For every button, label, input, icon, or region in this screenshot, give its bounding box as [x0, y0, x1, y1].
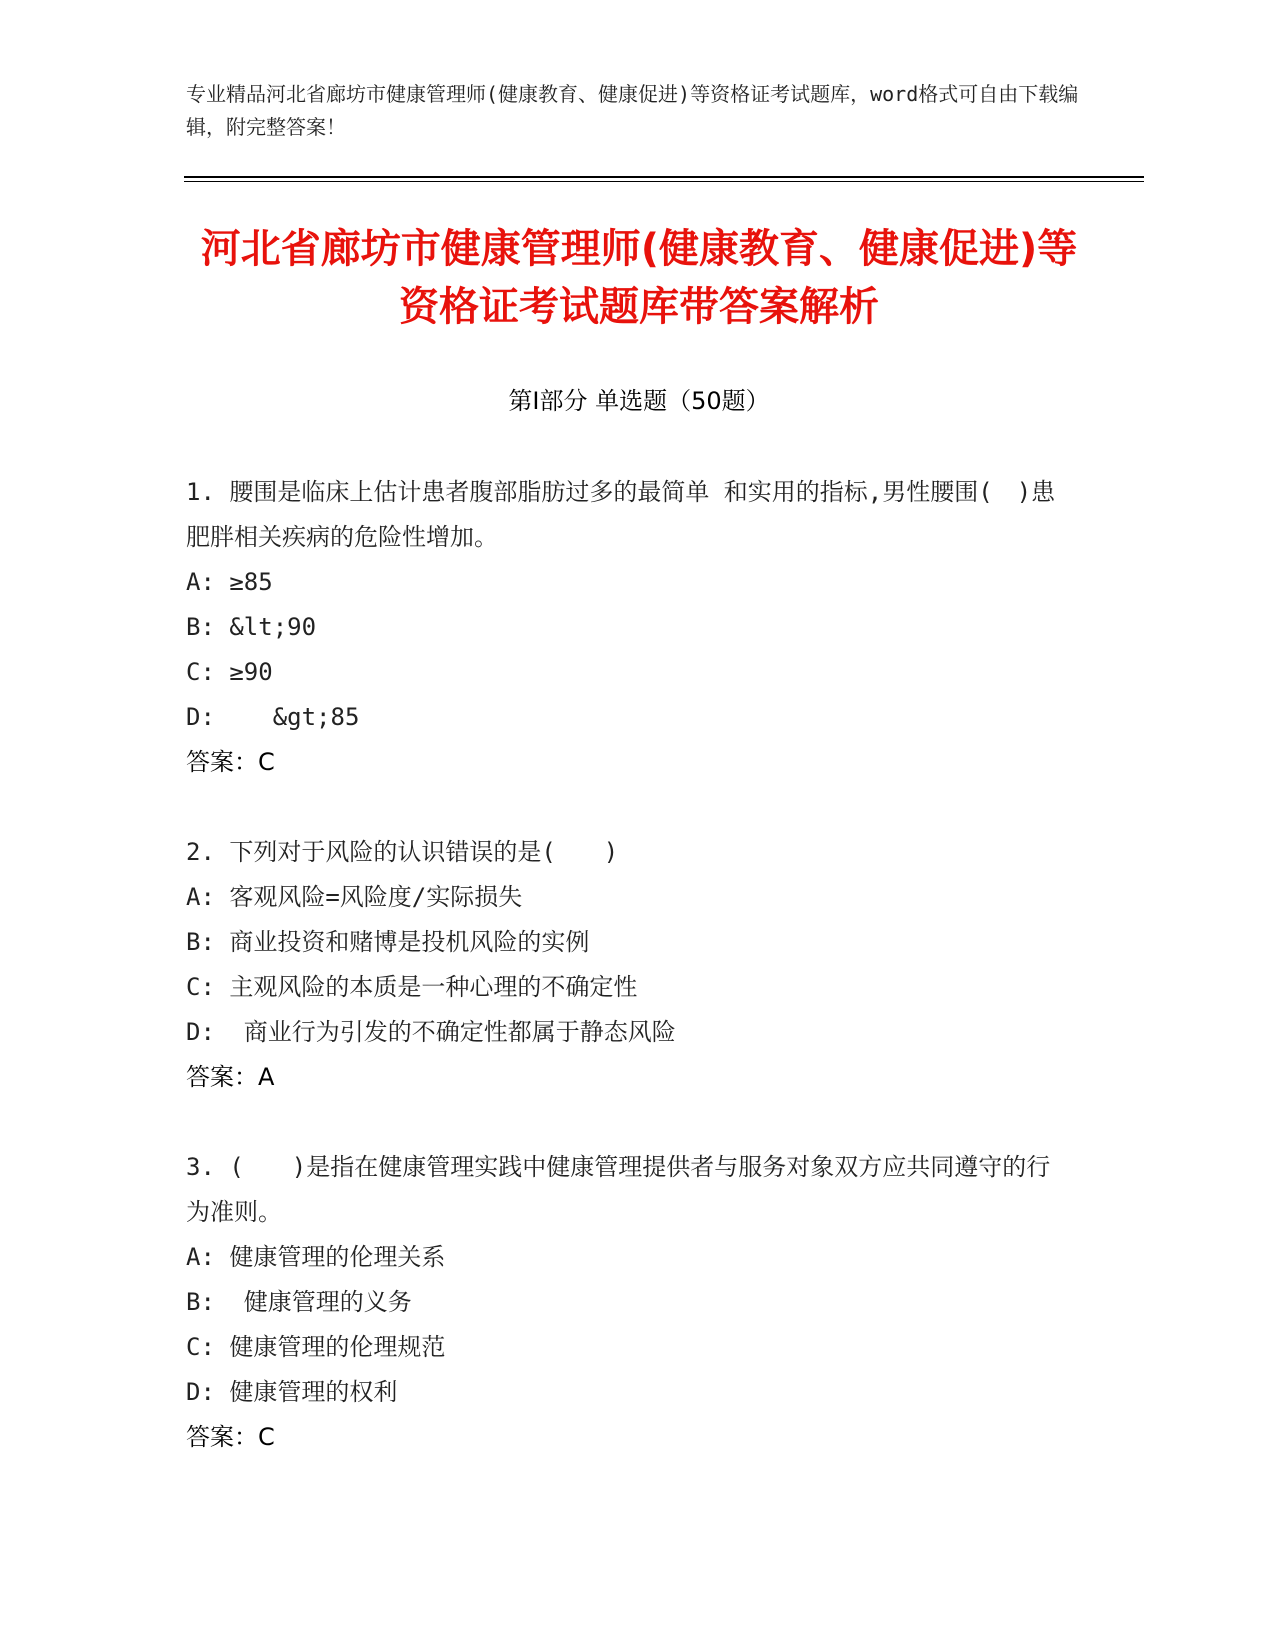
option-b: B: 商业投资和赌博是投机风险的实例: [186, 928, 590, 956]
option-b: B: 健康管理的义务: [186, 1288, 412, 1316]
option-b: B: &lt;90: [186, 613, 317, 641]
header-divider-thick: [184, 176, 1144, 178]
option-a: A: 健康管理的伦理关系: [186, 1243, 446, 1271]
answer-line: 答案：A: [186, 1063, 275, 1091]
option-c: C: 健康管理的伦理规范: [186, 1333, 446, 1361]
option-a: A: 客观风险=风险度/实际损失: [186, 883, 523, 911]
document-title: 河北省廊坊市健康管理师(健康教育、健康促进)等资格证考试题库带答案解析: [200, 226, 1078, 330]
question-stem: 3. ( )是指在健康管理实践中健康管理提供者与服务对象双方应共同遵守的行为准则。: [186, 1153, 1051, 1226]
option-d: D: 商业行为引发的不确定性都属于静态风险: [186, 1018, 676, 1046]
answer-line: 答案：C: [186, 1423, 275, 1451]
question-1: [186, 470, 1066, 785]
answer-line: 答案：C: [186, 748, 275, 776]
question-stem: 2. 下列对于风险的认识错误的是( ): [186, 838, 619, 866]
option-d: D: &gt;85: [186, 703, 360, 731]
section-title: 第Ⅰ部分 单选题（50题）: [508, 387, 770, 415]
question-2: [186, 830, 1066, 1100]
header-note: 专业精品河北省廊坊市健康管理师(健康教育、健康促进)等资格证考试题库，word格式可自由下载编辑，附完整答案！: [186, 82, 1079, 139]
question-3: [186, 1145, 1066, 1460]
option-a: A: ≥85: [186, 568, 273, 596]
header-divider-thin: [184, 181, 1144, 182]
question-stem: 1. 腰围是临床上估计患者腹部脂肪过多的最简单 和实用的指标,男性腰围( )患肥胖相关疾病的危险性增加。: [186, 478, 1056, 551]
option-d: D: 健康管理的权利: [186, 1378, 398, 1406]
option-c: C: 主观风险的本质是一种心理的不确定性: [186, 973, 638, 1001]
option-c: C: ≥90: [186, 658, 273, 686]
